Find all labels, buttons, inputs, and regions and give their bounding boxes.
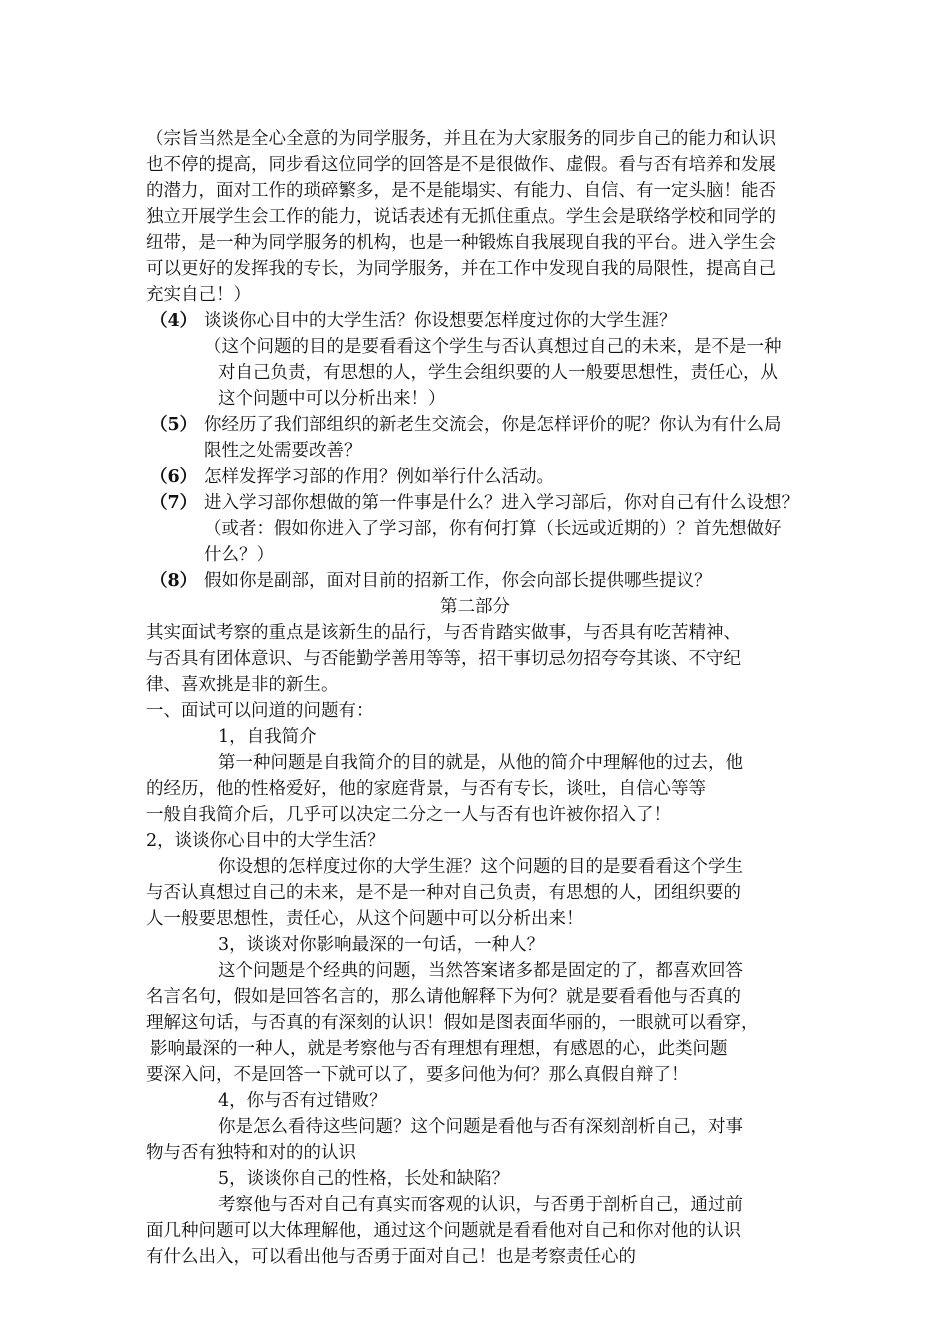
question-4-note: 这个问题中可以分析出来！） [218,389,446,409]
item-4-body: 你是怎么看待这些问题？这个问题是看他与否有深刻剖析自己，对事 [218,1117,743,1137]
item-3-body: 名言名句，假如是回答名言的，那么请他解释下为何？就是要看看他与否真的 [146,987,741,1007]
question-4-text: 谈谈你心目中的大学生活？你设想要怎样度过你的大学生涯？ [204,311,677,331]
question-7-number: （7） [150,493,198,513]
item-1-body: 的经历，他的性格爱好，他的家庭背景，与否有专长，谈吐，自信心等等 [146,779,706,799]
section-title: 一、面试可以问道的问题有： [146,701,374,721]
intro-line: 充实自己！） [146,285,251,305]
item-5-title: 5，谈谈你自己的性格，长处和缺陷？ [218,1169,510,1189]
item-2-body: 人一般要思想性，责任心，从这个问题中可以分析出来！ [146,909,584,929]
item-1-body: 一般自我简介后，几乎可以决定二分之一人与否有也许被你招入了！ [146,805,671,825]
intro-line: 独立开展学生会工作的能力，说话表述有无抓住重点。学生会是联络学校和同学的 [146,207,776,227]
item-3-body: 要深入问，不是回答一下就可以了，要多问他为何？那么真假自辩了！ [146,1065,689,1085]
intro-line: 也不停的提高，同步看这位同学的回答是不是很做作、虚假。看与否有培养和发展 [146,155,776,175]
part2-heading: 第二部分 [440,597,510,617]
item-5-body: 考察他与否对自己有真实而客观的认识，与否勇于剖析自己，通过前 [218,1195,743,1215]
question-5-number: （5） [150,415,198,435]
question-6-number: （6） [150,467,198,487]
question-4-note: 对自己负责，有思想的人，学生会组织要的人一般要思想性，责任心，从 [218,363,778,383]
question-7-text: 进入学习部你想做的第一件事是什么？进入学习部后，你对自己有什么设想？ [204,493,799,513]
question-8-text: 假如你是副部，面对目前的招新工作，你会向部长提供哪些提议？ [204,571,712,591]
item-4-body: 物与否有独特和对的的认识 [146,1143,356,1163]
item-1-title: 1，自我简介 [218,727,317,747]
item-2-title: 2，谈谈你心目中的大学生活？ [146,831,385,851]
item-3-body: 这个问题是个经典的问题，当然答案诸多都是固定的了，都喜欢回答 [218,961,743,981]
question-5-text: 限性之处需要改善？ [204,441,362,461]
item-3-title: 3，谈谈对你影响最深的一句话，一种人？ [218,935,545,955]
item-2-body: 与否认真想过自己的未来，是不是一种对自己负责，有思想的人，团组织要的 [146,883,741,903]
item-5-body: 有什么出入，可以看出他与否勇于面对自己！也是考察责任心的 [146,1247,636,1267]
part2-intro-line: 律、喜欢挑是非的新生。 [146,675,339,695]
question-7-text: 什么？） [204,545,274,565]
intro-line: 纽带，是一种为同学服务的机构，也是一种锻炼自我展现自我的平台。进入学生会 [146,233,776,253]
item-4-title: 4，你与否有过错败？ [218,1091,387,1111]
part2-intro-line: 与否具有团体意识、与否能勤学善用等等，招干事切忌勿招夸夸其谈、不守纪 [146,649,741,669]
intro-line: （宗旨当然是全心全意的为同学服务，并且在为大家服务的同步自己的能力和认识 [146,129,776,149]
question-7-text: （或者：假如你进入了学习部，你有何打算（长远或近期的）？首先想做好 [204,519,782,539]
item-5-body: 面几种问题可以大体理解他，通过这个问题就是看看他对自己和你对他的认识 [146,1221,741,1241]
question-6-text: 怎样发挥学习部的作用？例如举行什么活动。 [204,467,554,487]
question-4-number: （4） [150,311,198,331]
question-4-note: （这个问题的目的是要看看这个学生与否认真想过自己的未来，是不是一种 [204,337,782,357]
question-8-number: （8） [150,571,198,591]
intro-line: 可以更好的发挥我的专长，为同学服务，并在工作中发现自我的局限性，提高自己 [146,259,776,279]
intro-line: 的潜力，面对工作的琐碎繁多，是不是能塌实、有能力、自信、有一定头脑！能否 [146,181,776,201]
item-3-body: 影响最深的一种人，就是考察他与否有理想有理想，有感恩的心，此类问题 [150,1039,728,1059]
item-1-body: 第一种问题是自我简介的目的就是，从他的简介中理解他的过去，他 [218,753,743,773]
question-5-text: 你经历了我们部组织的新老生交流会，你是怎样评价的呢？你认为有什么局 [204,415,782,435]
item-2-body: 你设想的怎样度过你的大学生涯？这个问题的目的是要看看这个学生 [218,857,743,877]
item-3-body: 理解这句话，与否真的有深刻的认识！假如是图表面华丽的，一眼就可以看穿， [146,1013,759,1033]
part2-intro-line: 其实面试考察的重点是该新生的品行，与否肯踏实做事，与否具有吃苦精神、 [146,623,741,643]
